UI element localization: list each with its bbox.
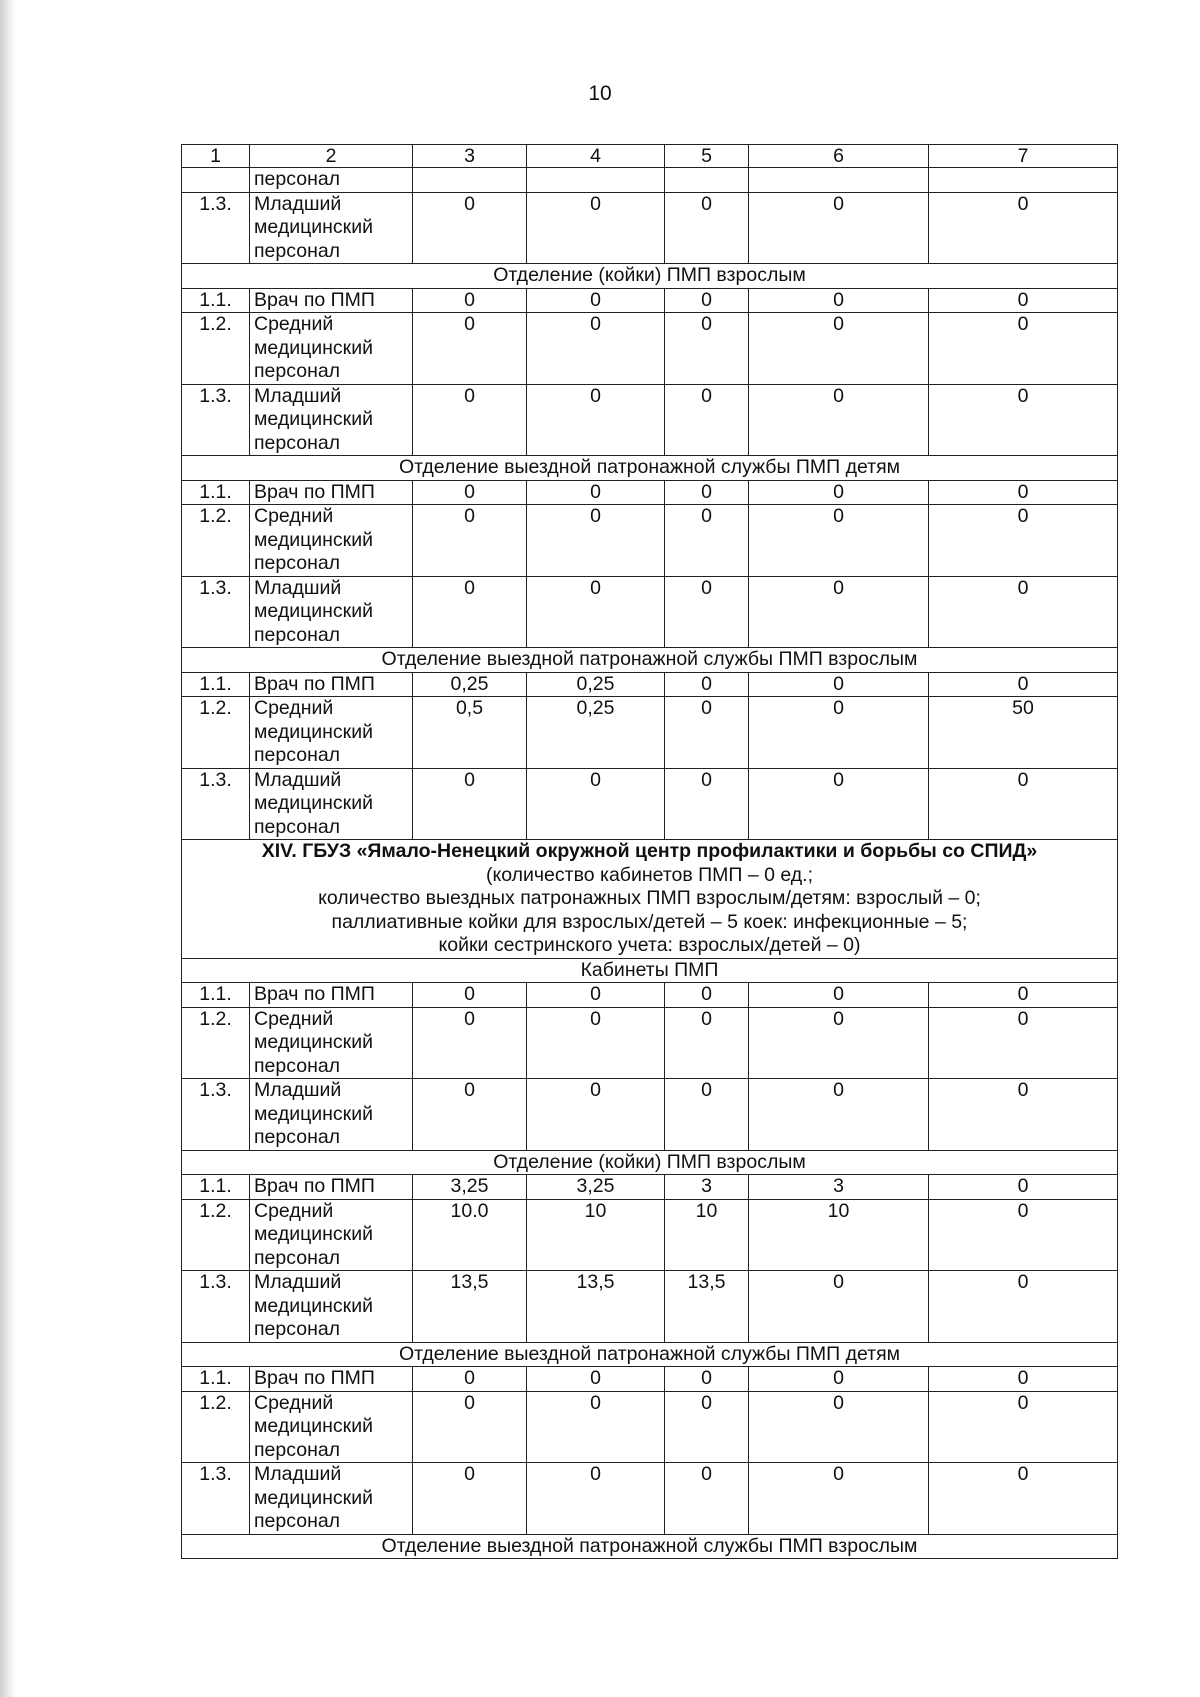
staff-category-line: персонал [254,552,341,574]
column-number: 5 [665,145,749,168]
staff-category-line: персонал [254,239,341,262]
table-row [182,768,1118,840]
value-cell: 0 [929,768,1118,840]
row-number: 1.1. [182,672,250,697]
row-number: 1.3. [182,576,250,648]
value-cell: 3,25 [527,1175,665,1200]
value-cell: 0 [749,1367,929,1392]
staff-category-line: Врач по ПМП [254,1367,375,1389]
staff-category-line: медицинский [254,792,373,814]
staff-category-line: Младший [254,1271,342,1293]
staff-category-line: персонал [254,1054,341,1077]
value-cell: 0 [929,672,1118,697]
row-number: 1.2. [182,313,250,385]
continued-row [182,168,1118,193]
value-cell: 0,5 [413,697,527,769]
staff-category-line: Младший [254,768,342,791]
table-row [182,1463,1118,1535]
staff-category [250,480,413,505]
value-cell: 0 [413,1007,527,1079]
value-cell: 0 [413,384,527,456]
value-cell: 0 [665,768,749,840]
staff-category-line: персонал [254,744,341,766]
column-number: 3 [413,145,527,168]
table-row [182,983,1118,1008]
value-cell: 0 [749,672,929,697]
value-cell: 3 [665,1175,749,1200]
staff-category-line: медицинский [254,216,373,238]
value-cell: 13,5 [665,1271,749,1343]
staff-category-line: персонал [254,360,341,382]
value-cell: 10 [749,1199,929,1271]
staff-category-line: Средний [254,1007,334,1030]
value-cell: 10 [527,1199,665,1271]
value-cell: 0 [929,480,1118,505]
section-title: Отделение (койки) ПМП взрослым [182,1150,1118,1175]
staff-category-line: персонал [254,1318,341,1340]
staff-category-line: Средний [254,505,334,527]
value-cell: 0 [527,1391,665,1463]
table-row [182,672,1118,697]
table-row [182,576,1118,648]
value-cell: 0 [527,192,665,264]
value-cell: 0 [665,1463,749,1535]
staff-category [250,1199,413,1271]
value-cell: 0 [749,505,929,577]
staff-category [250,313,413,385]
value-cell: 13,5 [413,1271,527,1343]
value-cell: 0 [413,1463,527,1535]
value-cell: 0 [929,1367,1118,1392]
value-cell: 0 [749,313,929,385]
value-cell: 0 [749,1271,929,1343]
value-cell: 0 [413,288,527,313]
value-cell: 0 [929,313,1118,385]
staff-category [250,1391,413,1463]
column-number: 1 [182,145,250,168]
row-number: 1.2. [182,505,250,577]
table-row [182,1271,1118,1343]
section-title: Отделение выездной патронажной службы ПМП взрослым [182,648,1118,673]
staff-category [250,768,413,840]
value-cell: 0 [527,1367,665,1392]
staff-category-line: персонал [254,815,341,838]
staff-category-line: Средний [254,1199,334,1222]
section-title: Отделение выездной патронажной службы ПМП детям [182,1342,1118,1367]
value-cell: 0 [665,384,749,456]
value-cell [527,168,665,193]
section-title: Отделение (койки) ПМП взрослым [182,264,1118,289]
value-cell: 0 [413,505,527,577]
value-cell: 0 [749,576,929,648]
value-cell: 0,25 [527,697,665,769]
value-cell: 0 [527,768,665,840]
staff-category-line: Врач по ПМП [254,1175,375,1197]
row-number: 1.3. [182,384,250,456]
staff-category-line: медицинский [254,528,373,551]
value-cell: 0 [749,983,929,1008]
staff-category-line: медицинский [254,1102,373,1125]
table-row [182,1007,1118,1079]
staff-category [250,288,413,313]
row-number: 1.3. [182,768,250,840]
value-cell: 0 [749,192,929,264]
table-row [182,384,1118,456]
row-number: 1.2. [182,1199,250,1271]
value-cell: 0 [929,1079,1118,1151]
value-cell: 0 [527,480,665,505]
staff-category-line: медицинский [254,1031,373,1053]
staff-category [250,1079,413,1151]
staff-category-line: медицинский [254,1486,373,1509]
row-number: 1.1. [182,288,250,313]
staffing-table-wrapper [181,144,1117,1559]
staff-category [250,1175,413,1200]
value-cell: 0 [527,505,665,577]
organization-note-line: количество выездных патронажных ПМП взрослым/детям: взрослый – 0; [318,887,981,909]
staff-category [250,1367,413,1392]
table-row [182,313,1118,385]
value-cell: 0,25 [527,672,665,697]
value-cell: 0 [413,313,527,385]
value-cell: 0,25 [413,672,527,697]
value-cell: 0 [665,1391,749,1463]
staffing-table [181,144,1118,1559]
row-number-cell [182,168,250,193]
organization-note-line: (количество кабинетов ПМП – 0 ед.; [485,863,814,886]
staff-category: персонал [250,168,413,193]
value-cell [413,168,527,193]
organization-title: XIV. ГБУЗ «Ямало-Ненецкий окружной центр профилактики и борьбы со СПИД» [261,840,1038,862]
staff-category-line: медицинский [254,1415,373,1437]
staff-category-line: Врач по ПМП [254,480,375,503]
value-cell: 10.0 [413,1199,527,1271]
section-header-row [182,648,1118,673]
table-row [182,1367,1118,1392]
staff-category [250,672,413,697]
value-cell: 0 [665,1079,749,1151]
value-cell: 0 [665,1367,749,1392]
row-number: 1.1. [182,1367,250,1392]
value-cell: 0 [749,697,929,769]
staff-category-line: персонал [254,623,341,646]
value-cell: 0 [929,288,1118,313]
value-cell: 0 [665,983,749,1008]
value-cell: 0 [749,1007,929,1079]
value-cell: 0 [749,288,929,313]
staff-category-line: Средний [254,1391,334,1414]
value-cell: 0 [413,1079,527,1151]
table-row [182,697,1118,769]
staff-category-line: медицинский [254,1294,373,1317]
value-cell: 0 [527,983,665,1008]
value-cell: 0 [413,576,527,648]
value-cell: 0 [749,1463,929,1535]
organization-block [182,840,1118,959]
staff-category-line: персонал [254,1126,341,1148]
section-header-row [182,264,1118,289]
column-numbers-row [182,145,1118,168]
row-number: 1.1. [182,1175,250,1200]
value-cell: 10 [665,1199,749,1271]
column-number: 6 [749,145,929,168]
row-number: 1.2. [182,1391,250,1463]
organization-note-line: паллиативные койки для взрослых/детей – 5 коек: инфекционные – 5; [331,910,968,933]
value-cell: 0 [929,505,1118,577]
section-header-row [182,1342,1118,1367]
staff-category-line: медицинский [254,1223,373,1245]
staff-category [250,505,413,577]
staff-category-line: медицинский [254,720,373,743]
table-row [182,288,1118,313]
column-number: 4 [527,145,665,168]
page-number: 10 [588,82,612,105]
staff-category-line: медицинский [254,408,373,430]
value-cell: 0 [527,313,665,385]
staff-category-line: Средний [254,697,334,719]
value-cell: 0 [929,192,1118,264]
section-title: Кабинеты ПМП [182,958,1118,983]
table-row [182,1199,1118,1271]
column-number: 7 [929,145,1118,168]
value-cell: 3,25 [413,1175,527,1200]
value-cell: 0 [749,1391,929,1463]
staff-category-line: Врач по ПМП [254,983,375,1005]
row-number: 1.1. [182,983,250,1008]
staff-category [250,697,413,769]
section-title: Отделение выездной патронажной службы ПМП детям [182,456,1118,481]
column-number: 2 [250,145,413,168]
row-number: 1.1. [182,480,250,505]
value-cell: 0 [665,672,749,697]
value-cell: 0 [749,768,929,840]
value-cell: 0 [527,576,665,648]
value-cell: 0 [929,1271,1118,1343]
value-cell [929,168,1118,193]
table-row [182,1175,1118,1200]
staff-category-line: Младший [254,1463,342,1485]
row-number: 1.3. [182,1271,250,1343]
section-header-row [182,1150,1118,1175]
organization-header-row [182,840,1118,959]
staff-category-line: Врач по ПМП [254,288,375,311]
table-row [182,505,1118,577]
value-cell: 0 [665,576,749,648]
value-cell: 0 [527,1079,665,1151]
row-number: 1.2. [182,1007,250,1079]
value-cell [749,168,929,193]
value-cell: 0 [413,1367,527,1392]
staff-category [250,983,413,1008]
value-cell: 0 [929,1175,1118,1200]
scan-edge-shadow [0,0,16,1697]
value-cell: 0 [929,983,1118,1008]
staff-category [250,384,413,456]
value-cell: 0 [749,1079,929,1151]
staff-category-line: Средний [254,313,334,335]
staff-category-line: персонал [254,431,341,454]
staff-category [250,1271,413,1343]
section-title: Отделение выездной патронажной службы ПМП взрослым [182,1534,1118,1559]
value-cell: 0 [527,1007,665,1079]
table-row [182,1391,1118,1463]
value-cell: 0 [665,505,749,577]
staff-category [250,192,413,264]
section-header-row [182,958,1118,983]
value-cell: 0 [665,288,749,313]
row-number: 1.3. [182,192,250,264]
table-row [182,480,1118,505]
staff-category [250,576,413,648]
row-number: 1.3. [182,1079,250,1151]
value-cell: 0 [665,480,749,505]
row-number: 1.2. [182,697,250,769]
table-body [182,145,1118,1559]
value-cell: 0 [665,313,749,385]
staff-category-line: медицинский [254,600,373,622]
staff-category-line: Младший [254,576,342,599]
value-cell: 50 [929,697,1118,769]
staff-category-line: Младший [254,192,342,215]
value-cell: 0 [665,697,749,769]
staff-category-line: персонал [254,1246,341,1269]
staff-category-line: Младший [254,1079,342,1101]
value-cell: 0 [929,384,1118,456]
value-cell: 0 [413,192,527,264]
value-cell: 13,5 [527,1271,665,1343]
staff-category [250,1463,413,1535]
value-cell: 0 [527,288,665,313]
value-cell: 0 [413,1391,527,1463]
value-cell: 0 [929,1463,1118,1535]
organization-note-line: койки сестринского учета: взрослых/детей – 0) [438,934,861,956]
section-header-row [182,1534,1118,1559]
section-header-row [182,456,1118,481]
staff-category-line: персонал [254,1510,341,1532]
value-cell [665,168,749,193]
value-cell: 0 [413,768,527,840]
value-cell: 0 [527,1463,665,1535]
value-cell: 0 [749,480,929,505]
value-cell: 0 [929,1007,1118,1079]
staff-category-line: персонал [254,1438,341,1461]
value-cell: 0 [413,983,527,1008]
staff-category-line: Врач по ПМП [254,672,375,695]
value-cell: 0 [665,1007,749,1079]
value-cell: 0 [929,576,1118,648]
value-cell: 0 [413,480,527,505]
value-cell: 3 [749,1175,929,1200]
value-cell: 0 [527,384,665,456]
staff-category-line: Младший [254,384,342,407]
value-cell: 0 [929,1391,1118,1463]
staff-category [250,1007,413,1079]
value-cell: 0 [749,384,929,456]
value-cell: 0 [929,1199,1118,1271]
row-number: 1.3. [182,1463,250,1535]
staff-category-line: медицинский [254,336,373,359]
value-cell: 0 [665,192,749,264]
table-row [182,192,1118,264]
table-row [182,1079,1118,1151]
